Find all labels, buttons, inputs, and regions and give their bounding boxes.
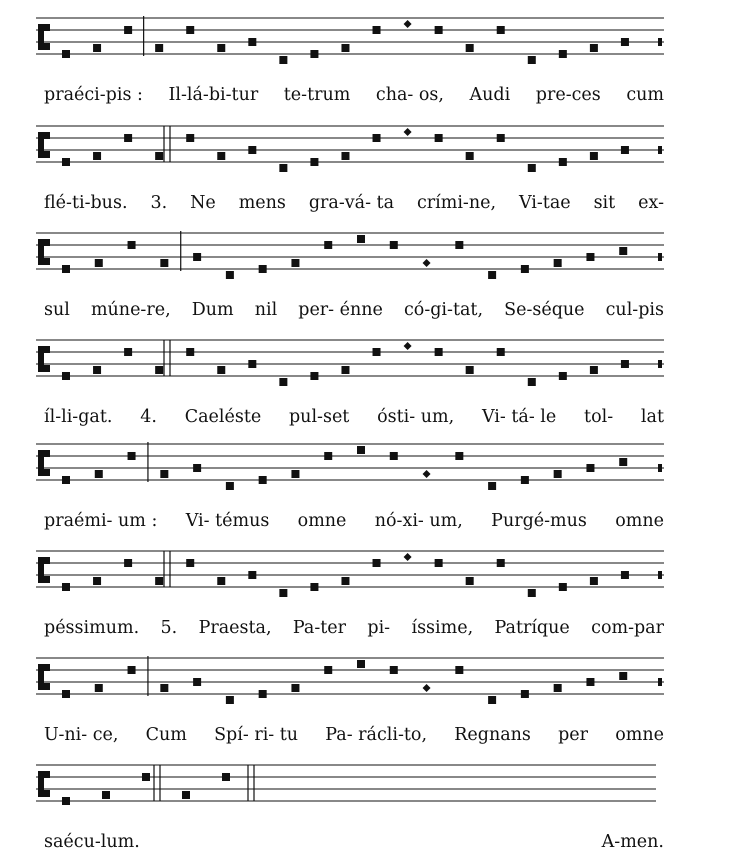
square-note (621, 360, 629, 368)
square-note (586, 464, 594, 472)
lyric-word: Cum (145, 725, 187, 745)
square-note (590, 577, 598, 585)
square-note (435, 134, 443, 142)
c-clef (38, 771, 44, 797)
rhombus-note (404, 20, 412, 28)
lyric-word: U-ni- ce, (44, 725, 119, 745)
square-note (521, 265, 529, 273)
square-note (291, 470, 299, 478)
square-note (590, 44, 598, 52)
lyric-word: nó-xi- um, (374, 511, 463, 531)
square-note (373, 26, 381, 34)
chant-system (0, 650, 740, 758)
square-note (528, 378, 536, 386)
custos (658, 146, 662, 154)
square-note (559, 158, 567, 166)
square-note (193, 253, 201, 261)
lyric-word: sul (44, 300, 70, 320)
square-note (142, 773, 150, 781)
square-note (124, 559, 132, 567)
square-note (586, 678, 594, 686)
square-note (488, 482, 496, 490)
lyric-word: cha- os, (375, 85, 444, 105)
square-note (62, 583, 70, 591)
lyric-word: cum (626, 85, 664, 105)
square-note (155, 152, 163, 160)
lyric-word: Spí- ri- tu (214, 725, 299, 745)
lyric-word: Praesta, (198, 618, 272, 638)
lyric-word: per- énne (298, 300, 383, 320)
square-note (466, 44, 474, 52)
square-note (217, 44, 225, 52)
lyric-word: te-trum (283, 85, 351, 105)
square-note (155, 44, 163, 52)
c-clef (38, 664, 44, 690)
square-note (62, 476, 70, 484)
square-note (217, 152, 225, 160)
square-note (554, 259, 562, 267)
lyric-word: có-gi-tat, (403, 300, 484, 320)
lyric-word: crími-ne, (416, 193, 497, 213)
square-note (182, 791, 190, 799)
square-note (621, 38, 629, 46)
square-note (310, 50, 318, 58)
four-line-staff (36, 10, 664, 64)
custos (658, 38, 662, 46)
four-line-staff (36, 436, 664, 490)
lyric-word: íl-li-gat. (44, 407, 113, 427)
square-note (226, 482, 234, 490)
square-note (124, 26, 132, 34)
lyric-word: tol- (584, 407, 614, 427)
c-clef-upper (44, 664, 50, 671)
lyric-word: Il-lá-bi-tur (168, 85, 259, 105)
c-clef (38, 346, 44, 372)
lyric-word: Se-séque (504, 300, 585, 320)
square-note (357, 235, 365, 243)
square-note (248, 360, 256, 368)
square-note (435, 559, 443, 567)
square-note (497, 559, 505, 567)
custos (658, 253, 662, 261)
custos (658, 678, 662, 686)
square-note (521, 476, 529, 484)
square-note (497, 26, 505, 34)
square-note (128, 666, 136, 674)
lyric-word: 5. (160, 618, 178, 638)
square-note (619, 247, 627, 255)
lyric-word: saécu-lum. (44, 832, 140, 852)
square-note (324, 452, 332, 460)
square-note (128, 241, 136, 249)
square-note (373, 348, 381, 356)
c-clef-lower (44, 790, 50, 797)
square-note (186, 348, 194, 356)
square-note (155, 577, 163, 585)
square-note (310, 583, 318, 591)
lyric-word: 3. (150, 193, 168, 213)
square-note (186, 559, 194, 567)
square-note (619, 458, 627, 466)
lyric-word: mens (238, 193, 286, 213)
rhombus-note (404, 128, 412, 136)
square-note (95, 470, 103, 478)
square-note (95, 259, 103, 267)
lyric-word: Regnans (454, 725, 531, 745)
square-note (62, 265, 70, 273)
custos (658, 571, 662, 579)
rhombus-note (423, 684, 431, 692)
square-note (124, 134, 132, 142)
c-clef-upper (44, 450, 50, 457)
four-line-staff (36, 225, 664, 279)
square-note (466, 366, 474, 374)
square-note (590, 152, 598, 160)
rhombus-note (423, 470, 431, 478)
square-note (226, 271, 234, 279)
square-note (279, 378, 287, 386)
chant-system (0, 10, 740, 118)
square-note (497, 348, 505, 356)
c-clef-upper (44, 132, 50, 139)
square-note (488, 696, 496, 704)
lyric-word: Vi- témus (185, 511, 270, 531)
chant-system (0, 332, 740, 440)
square-note (455, 666, 463, 674)
square-note (528, 589, 536, 597)
square-note (160, 259, 168, 267)
square-note (222, 773, 230, 781)
square-note (186, 26, 194, 34)
square-note (160, 470, 168, 478)
chant-system (0, 118, 740, 226)
square-note (155, 366, 163, 374)
square-note (586, 253, 594, 261)
square-note (341, 577, 349, 585)
square-note (259, 265, 267, 273)
square-note (357, 446, 365, 454)
square-note (455, 241, 463, 249)
c-clef (38, 24, 44, 50)
square-note (435, 348, 443, 356)
square-note (248, 146, 256, 154)
square-note (435, 26, 443, 34)
chant-system (0, 543, 740, 651)
lyric-word: múne-re, (90, 300, 171, 320)
lyric-word: A-men. (601, 832, 664, 852)
square-note (341, 152, 349, 160)
lyric-word: lat (640, 407, 664, 427)
square-note (124, 348, 132, 356)
chant-system (0, 225, 740, 333)
square-note (102, 791, 110, 799)
square-note (291, 684, 299, 692)
square-note (193, 678, 201, 686)
four-line-staff (36, 543, 664, 597)
lyric-word: ex- (638, 193, 664, 213)
square-note (528, 56, 536, 64)
square-note (341, 366, 349, 374)
square-note (390, 666, 398, 674)
square-note (554, 684, 562, 692)
custos (658, 464, 662, 472)
lyric-word: omne (615, 725, 664, 745)
four-line-staff (36, 650, 664, 704)
lyric-word: Caeléste (184, 407, 262, 427)
square-note (193, 464, 201, 472)
lyric-word: nil (254, 300, 278, 320)
lyric-word: Vi-tae (518, 193, 571, 213)
square-note (390, 241, 398, 249)
lyric-word: 4. (140, 407, 157, 427)
square-note (466, 577, 474, 585)
lyric-word: Ne (190, 193, 216, 213)
square-note (93, 366, 101, 374)
rhombus-note (404, 342, 412, 350)
square-note (128, 452, 136, 460)
square-note (259, 476, 267, 484)
square-note (62, 372, 70, 380)
lyric-word: pul-set (288, 407, 350, 427)
square-note (310, 372, 318, 380)
square-note (324, 666, 332, 674)
square-note (554, 470, 562, 478)
square-note (621, 146, 629, 154)
square-note (259, 690, 267, 698)
c-clef-upper (44, 24, 50, 31)
lyric-word: Patríque (494, 618, 570, 638)
lyric-word: praéci-pis : (44, 85, 143, 105)
square-note (559, 583, 567, 591)
square-note (95, 684, 103, 692)
lyric-word: omne (615, 511, 664, 531)
lyric-word: péssimum. (44, 618, 140, 638)
rhombus-note (404, 553, 412, 561)
square-note (455, 452, 463, 460)
lyric-word: íssime, (411, 618, 474, 638)
square-note (466, 152, 474, 160)
square-note (248, 571, 256, 579)
lyric-word: sit (593, 193, 616, 213)
c-clef-lower (44, 683, 50, 690)
square-note (93, 152, 101, 160)
square-note (279, 164, 287, 172)
lyric-word: pre-ces (535, 85, 601, 105)
c-clef-upper (44, 346, 50, 353)
c-clef-lower (44, 43, 50, 50)
c-clef (38, 239, 44, 265)
square-note (390, 452, 398, 460)
c-clef-lower (44, 469, 50, 476)
lyric-word: Pa- rácli-to, (325, 725, 428, 745)
c-clef-lower (44, 151, 50, 158)
square-note (226, 696, 234, 704)
c-clef-lower (44, 576, 50, 583)
c-clef-upper (44, 239, 50, 246)
c-clef (38, 450, 44, 476)
c-clef-lower (44, 365, 50, 372)
lyric-word: ósti- um, (377, 407, 455, 427)
square-note (93, 577, 101, 585)
lyric-word: praémi- um : (44, 511, 158, 531)
square-note (559, 50, 567, 58)
lyric-word: Dum (191, 300, 234, 320)
square-note (619, 672, 627, 680)
lyric-word: Vi- tá- le (481, 407, 557, 427)
four-line-staff (36, 757, 664, 811)
square-note (217, 577, 225, 585)
square-note (621, 571, 629, 579)
square-note (521, 690, 529, 698)
square-note (186, 134, 194, 142)
square-note (291, 259, 299, 267)
lyric-word: pi- (367, 618, 391, 638)
square-note (324, 241, 332, 249)
square-note (373, 134, 381, 142)
chant-system (0, 436, 740, 544)
square-note (341, 44, 349, 52)
square-note (310, 158, 318, 166)
square-note (62, 50, 70, 58)
lyric-word: flé-ti-bus. (44, 193, 128, 213)
square-note (93, 44, 101, 52)
chant-system (0, 757, 740, 865)
square-note (62, 158, 70, 166)
square-note (279, 56, 287, 64)
square-note (528, 164, 536, 172)
rhombus-note (423, 259, 431, 267)
lyric-word: Purgé-mus (491, 511, 587, 531)
square-note (62, 797, 70, 805)
lyric-word: gra-vá- ta (308, 193, 395, 213)
four-line-staff (36, 332, 664, 386)
square-note (248, 38, 256, 46)
custos (658, 360, 662, 368)
square-note (160, 684, 168, 692)
square-note (373, 559, 381, 567)
square-note (357, 660, 365, 668)
lyric-word: Audi (469, 85, 511, 105)
square-note (62, 690, 70, 698)
c-clef-upper (44, 771, 50, 778)
square-note (559, 372, 567, 380)
square-note (217, 366, 225, 374)
square-note (488, 271, 496, 279)
c-clef (38, 557, 44, 583)
square-note (497, 134, 505, 142)
lyric-word: omne (297, 511, 347, 531)
lyric-word: com-par (591, 618, 664, 638)
c-clef (38, 132, 44, 158)
square-note (590, 366, 598, 374)
lyric-word: per (558, 725, 589, 745)
four-line-staff (36, 118, 664, 172)
lyric-word: Pa-ter (292, 618, 346, 638)
c-clef-upper (44, 557, 50, 564)
square-note (279, 589, 287, 597)
c-clef-lower (44, 258, 50, 265)
lyric-word: cul-pis (605, 300, 664, 320)
